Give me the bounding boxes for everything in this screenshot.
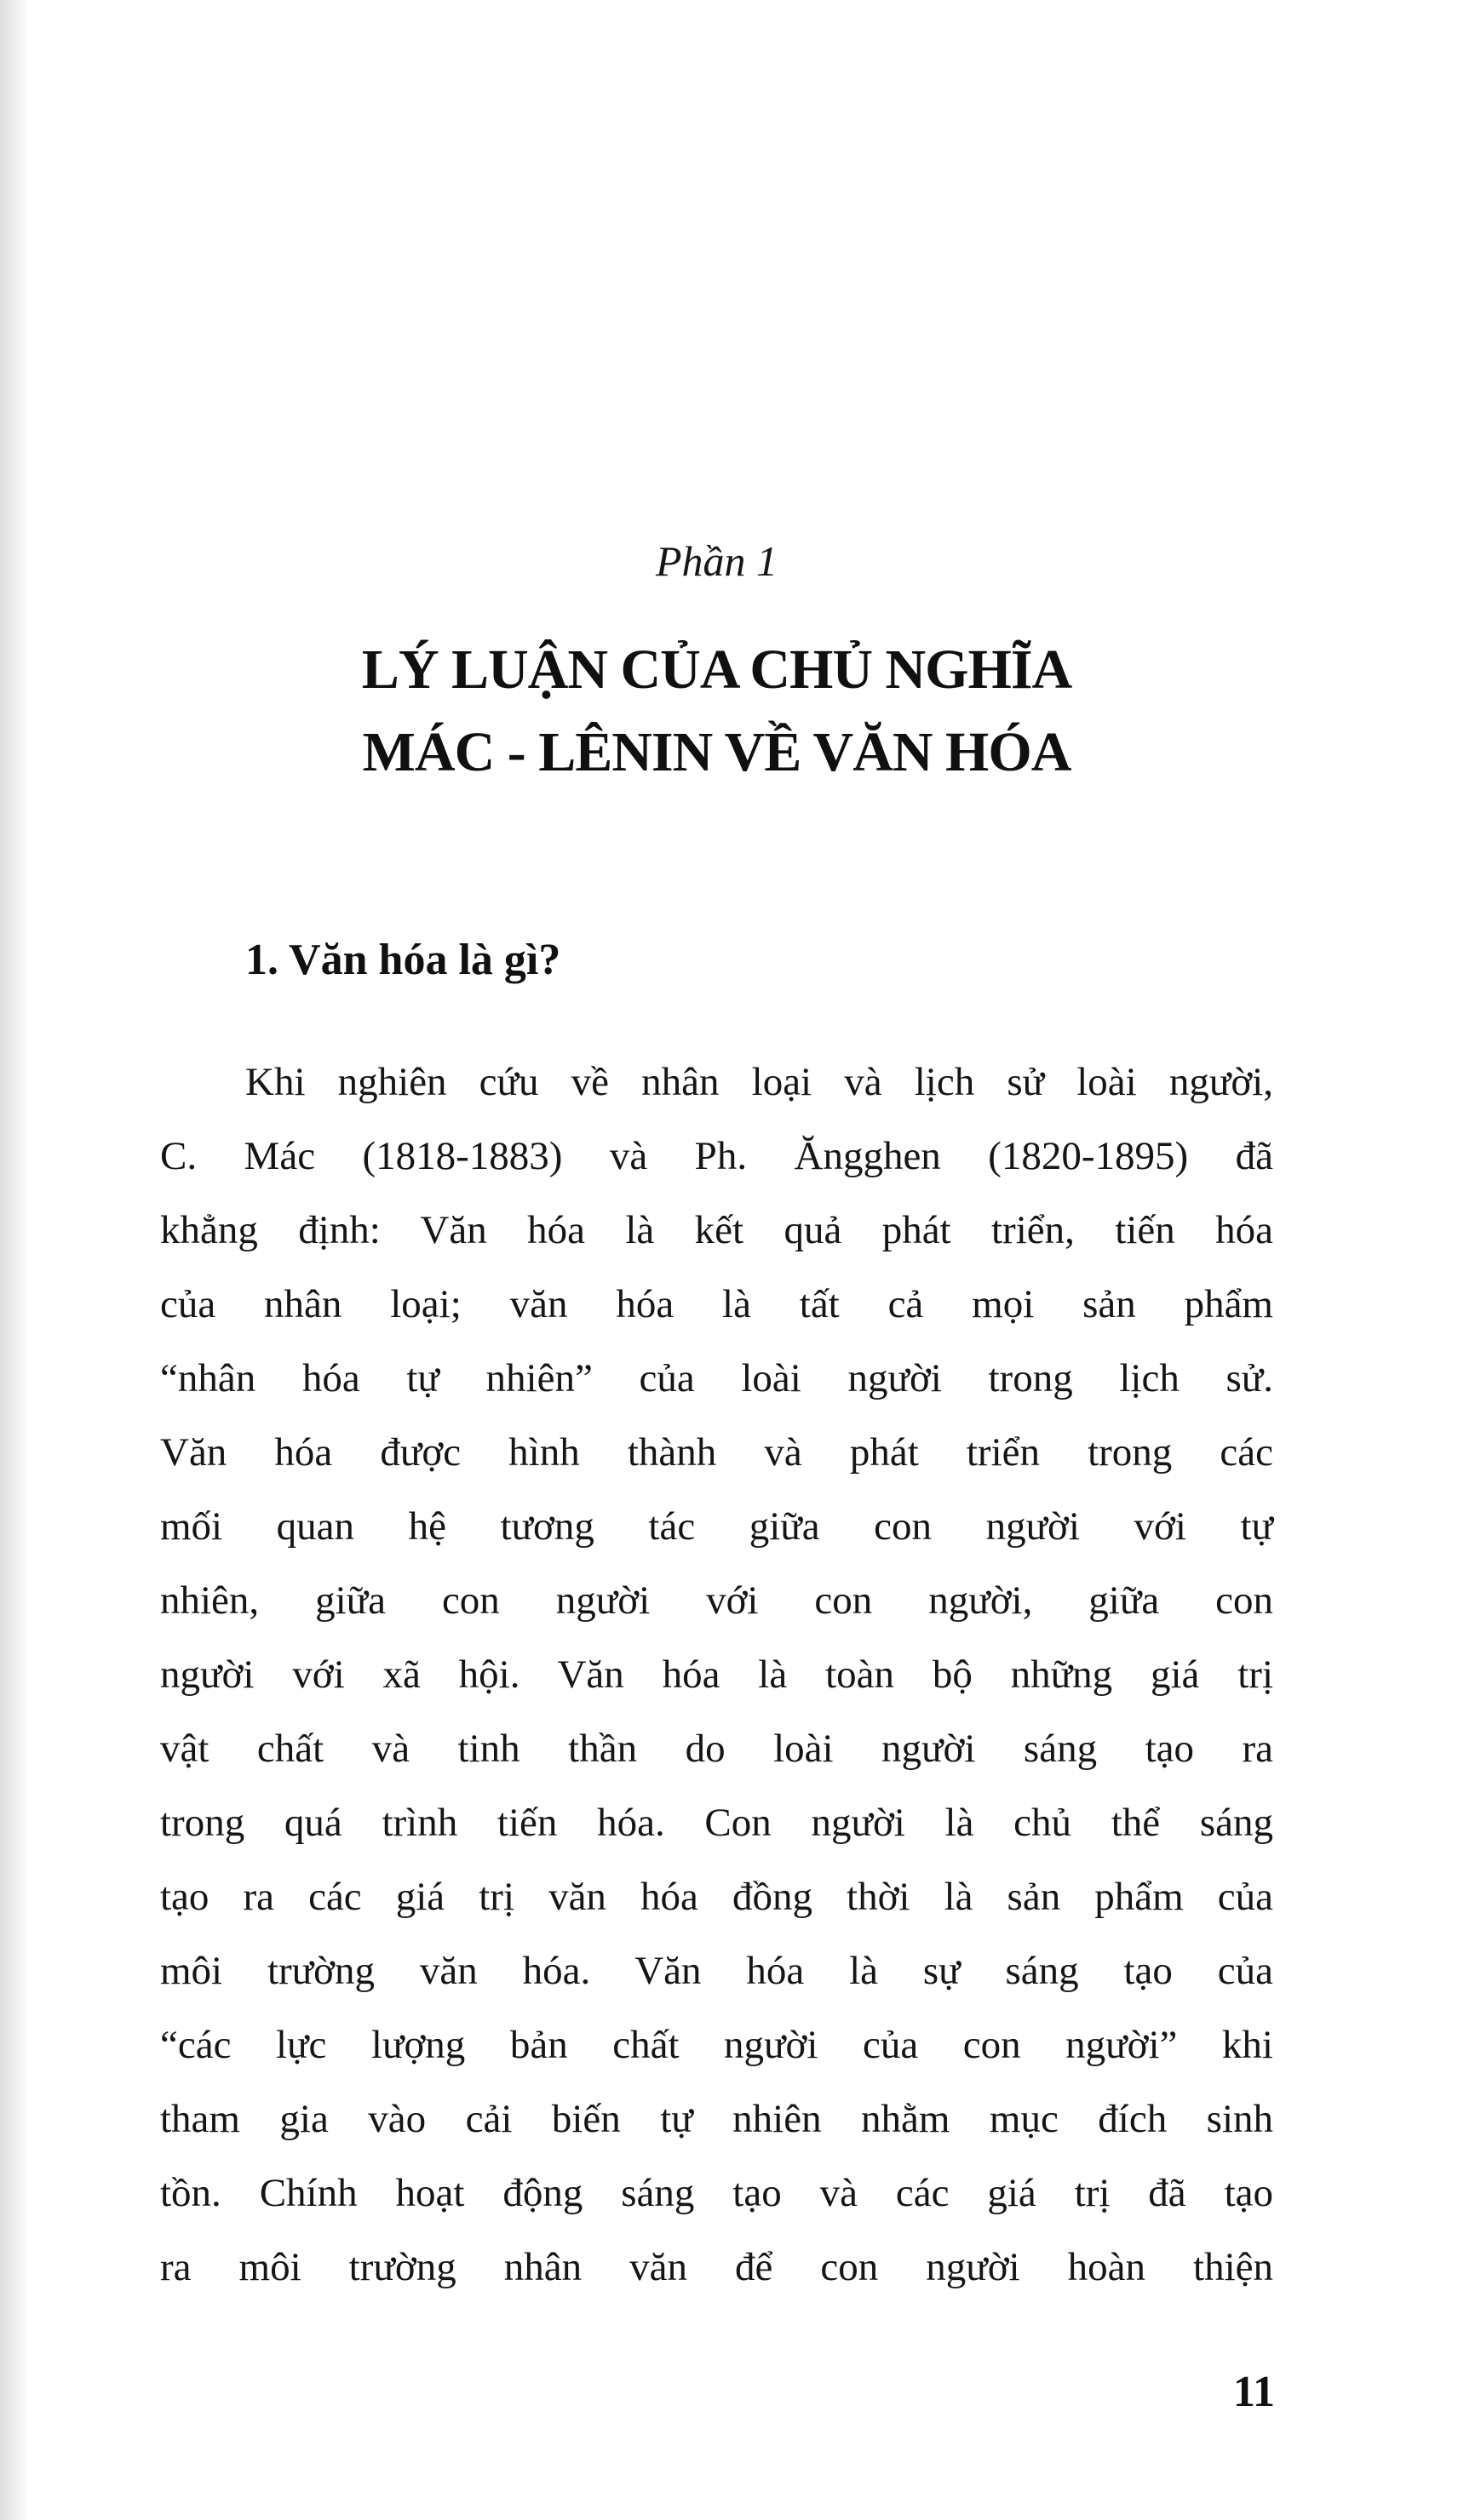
paragraph-line: “các lực lượng bản chất người của con người” khi [160,2023,1273,2067]
paragraph-line: tham gia vào cải biến tự nhiên nhằm mục đích sinh [160,2097,1273,2141]
body-paragraph [160,1045,1273,2305]
paragraph-line: khẳng định: Văn hóa là kết quả phát triển, tiến hóa [160,1208,1273,1252]
paragraph-line: Văn hóa được hình thành và phát triển trong các [160,1430,1273,1475]
chapter-title-line-2: MÁC - LÊNIN VỀ VĂN HÓA [362,721,1071,783]
section-heading: 1. Văn hóa là gì? [245,936,561,984]
scan-gutter-shadow [0,0,29,2520]
paragraph-line: “nhân hóa tự nhiên” của loài người trong lịch sử. [160,1356,1273,1400]
paragraph-line: trong quá trình tiến hóa. Con người là chủ thể sáng [160,1801,1273,1845]
paragraph-line: tạo ra các giá trị văn hóa đồng thời là sản phẩm của [160,1875,1273,1919]
paragraph-line: mối quan hệ tương tác giữa con người với tự [160,1504,1273,1549]
paragraph-line: C. Mác (1818-1883) và Ph. Ăngghen (1820-1895) đã [160,1134,1273,1178]
paragraph-line: ra môi trường nhân văn để con người hoàn thiện [160,2245,1273,2289]
paragraph-line: nhiên, giữa con người với con người, giữa con [160,1578,1273,1623]
paragraph-line: của nhân loại; văn hóa là tất cả mọi sản phẩm [160,1282,1273,1326]
paragraph-line: Khi nghiên cứu về nhân loại và lịch sử loài người, [245,1060,1273,1104]
paragraph-line: tồn. Chính hoạt động sáng tạo và các giá trị đã tạo [160,2171,1273,2215]
chapter-title-line-1: LÝ LUẬN CỦA CHỦ NGHĨA [361,639,1072,701]
paragraph-line: người với xã hội. Văn hóa là toàn bộ những giá trị [160,1652,1273,1697]
page-number: 11 [1232,2368,1275,2416]
paragraph-line: vật chất và tinh thần do loài người sáng tạo ra [160,1727,1273,1771]
part-label: Phần 1 [655,537,778,585]
paragraph-line: môi trường văn hóa. Văn hóa là sự sáng tạo của [160,1949,1273,1993]
chapter-title [160,628,1273,793]
